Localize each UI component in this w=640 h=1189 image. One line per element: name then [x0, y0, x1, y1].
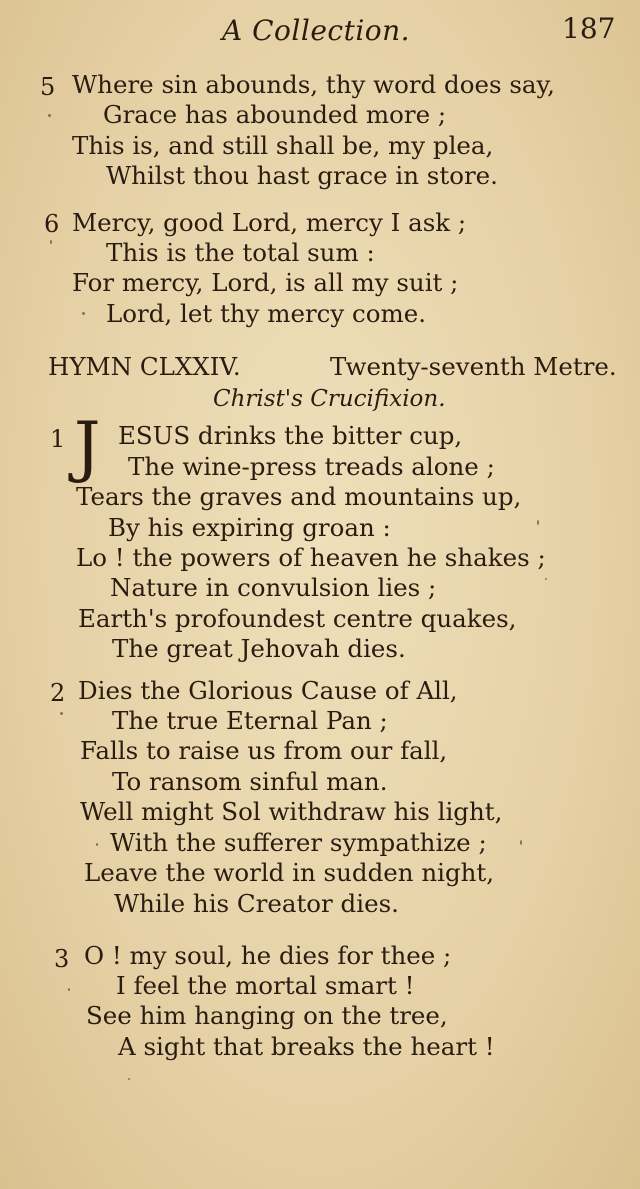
verse-line: Lord, let thy mercy come. [106, 299, 426, 328]
verse-line: Where sin abounds, thy word does say, [72, 70, 555, 99]
verse-line: Mercy, good Lord, mercy I ask ; [72, 208, 467, 237]
paper-speck [50, 240, 52, 244]
verse-line: A sight that breaks the heart ! [118, 1032, 495, 1061]
paper-speck [128, 1078, 130, 1080]
hymn-metre: Twenty-seventh Metre. [330, 352, 617, 381]
paper-speck [60, 712, 63, 715]
paper-speck [68, 988, 70, 991]
verse-line: Dies the Glorious Cause of All, [78, 676, 458, 705]
running-head: A Collection. [222, 14, 411, 47]
stanza-number: 2 [50, 679, 66, 707]
hymn-title: HYMN CLXXIV. [48, 352, 241, 381]
drop-cap: J [74, 408, 101, 485]
paper-speck [520, 840, 522, 845]
paper-speck [537, 520, 539, 525]
verse-line: O ! my soul, he dies for thee ; [84, 941, 452, 970]
verse-line: ESUS drinks the bitter cup, [118, 421, 463, 450]
verse-line: Falls to raise us from our fall, [80, 736, 448, 765]
verse-line: This is the total sum : [106, 238, 375, 267]
stanza-number: 5 [40, 73, 56, 101]
verse-line: Earth's profoundest centre quakes, [78, 604, 517, 633]
verse-line: See him hanging on the tree, [86, 1001, 448, 1030]
verse-line: For mercy, Lord, is all my suit ; [72, 268, 459, 297]
paper-speck [96, 843, 98, 846]
page-number: 187 [562, 12, 616, 45]
verse-line: To ransom sinful man. [112, 767, 388, 796]
verse-line: This is, and still shall be, my plea, [72, 131, 494, 160]
stanza-number: 6 [44, 210, 60, 238]
stanza-number: 3 [54, 945, 70, 973]
paper-speck [545, 578, 547, 580]
verse-line: Nature in convulsion lies ; [110, 573, 437, 602]
verse-line: Tears the graves and mountains up, [76, 482, 522, 511]
verse-line: Whilst thou hast grace in store. [106, 161, 498, 190]
verse-line: Well might Sol withdraw his light, [80, 797, 503, 826]
verse-line: While his Creator dies. [114, 889, 399, 918]
verse-line: Lo ! the powers of heaven he shakes ; [76, 543, 546, 572]
verse-line: Grace has abounded more ; [103, 100, 447, 129]
stanza-number: 1 [50, 425, 66, 453]
verse-line: The great Jehovah dies. [112, 634, 406, 663]
paper-speck [48, 114, 51, 117]
verse-line: The wine-press treads alone ; [128, 452, 495, 481]
verse-line: By his expiring groan : [108, 513, 391, 542]
verse-line: I feel the mortal smart ! [116, 971, 415, 1000]
paper-speck [82, 312, 85, 315]
hymn-subtitle: Christ's Crucifixion. [213, 386, 446, 412]
verse-line: With the sufferer sympathize ; [110, 828, 487, 857]
verse-line: The true Eternal Pan ; [112, 706, 388, 735]
verse-line: Leave the world in sudden night, [84, 858, 495, 887]
